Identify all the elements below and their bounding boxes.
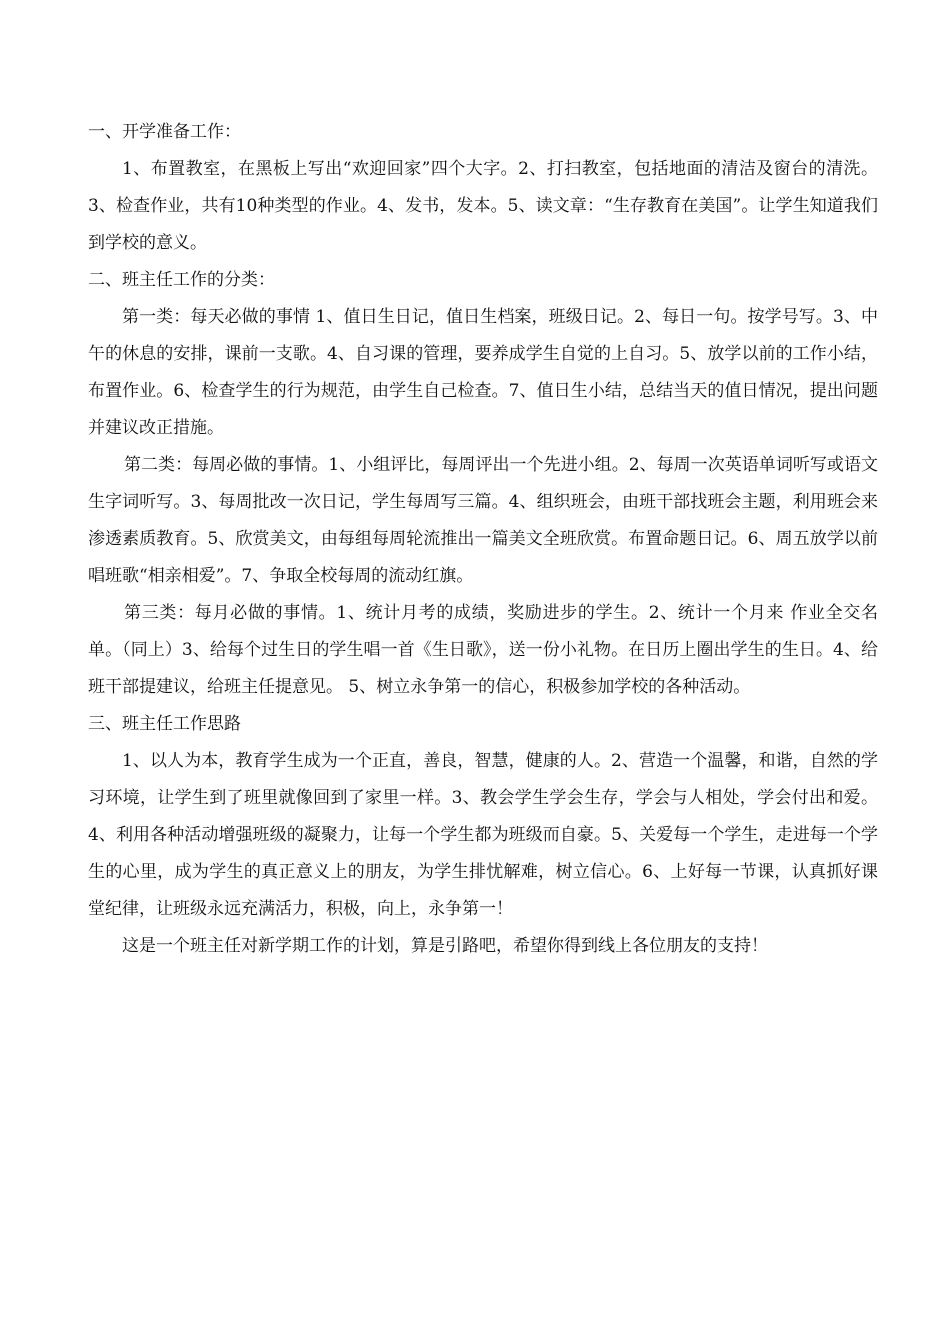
preparation-paragraph: 1、布置教室，在黑板上写出“欢迎回家”四个大字。2、打扫教室，包括地面的清洁及窗台的清洗。3、检查作业，共有10种类型的作业。4、发书，发本。5、读文章：“生存教育在美国”。让学生知道我们到学校的意义。 <box>88 159 878 253</box>
category-daily-paragraph: 第一类：每天必做的事情 1、值日生日记，值日生档案，班级日记。2、每日一句。按学号写。3、中午的休息的安排，课前一支歌。4、自习课的管理，要养成学生自觉的上自习。5、放学以前的工作小结，布置作业。6、检查学生的行为规范，由学生自己检查。7、值日生小结，总结当天的值日情况，提出问题并建议改正措施。 <box>88 307 878 438</box>
section-heading-approach: 三、班主任工作思路 <box>88 714 241 734</box>
section-heading-preparation: 一、开学准备工作： <box>88 122 241 142</box>
document-page <box>88 114 878 965</box>
category-monthly-paragraph: 第三类：每月必做的事情。1、统计月考的成绩，奖励进步的学生。2、统计一个月来 作业全交名单。（同上）3、给每个过生日的学生唱一首《生日歌》，送一份小礼物。在日历上圈出学生的生日。4、给班干部提建议，给班主任提意见。 5、树立永争第一的信心，积极参加学校的各种活动。 <box>88 603 878 697</box>
closing-paragraph: 这是一个班主任对新学期工作的计划，算是引路吧，希望你得到线上各位朋友的支持！ <box>122 936 768 956</box>
category-weekly-paragraph: 第二类：每周必做的事情。1、小组评比，每周评出一个先进小组。2、每周一次英语单词听写或语文生字词听写。3、每周批改一次日记，学生每周写三篇。4、组织班会，由班干部找班会主题，利用班会来渗透素质教育。5、欣赏美文，由每组每周轮流推出一篇美文全班欣赏。布置命题日记。6、周五放学以前唱班歌“相亲相爱”。7、争取全校每周的流动红旗。 <box>88 455 878 586</box>
section-heading-classification: 二、班主任工作的分类： <box>88 270 275 290</box>
approach-paragraph: 1、以人为本，教育学生成为一个正直，善良，智慧，健康的人。2、营造一个温馨，和谐，自然的学习环境，让学生到了班里就像回到了家里一样。3、教会学生学会生存，学会与人相处，学会付出和爱。4、利用各种活动增强班级的凝聚力，让每一个学生都为班级而自豪。5、关爱每一个学生，走进每一个学生的心里，成为学生的真正意义上的朋友，为学生排忧解难，树立信心。6、上好每一节课，认真抓好课堂纪律，让班级永远充满活力，积极，向上，永争第一！ <box>88 751 878 919</box>
